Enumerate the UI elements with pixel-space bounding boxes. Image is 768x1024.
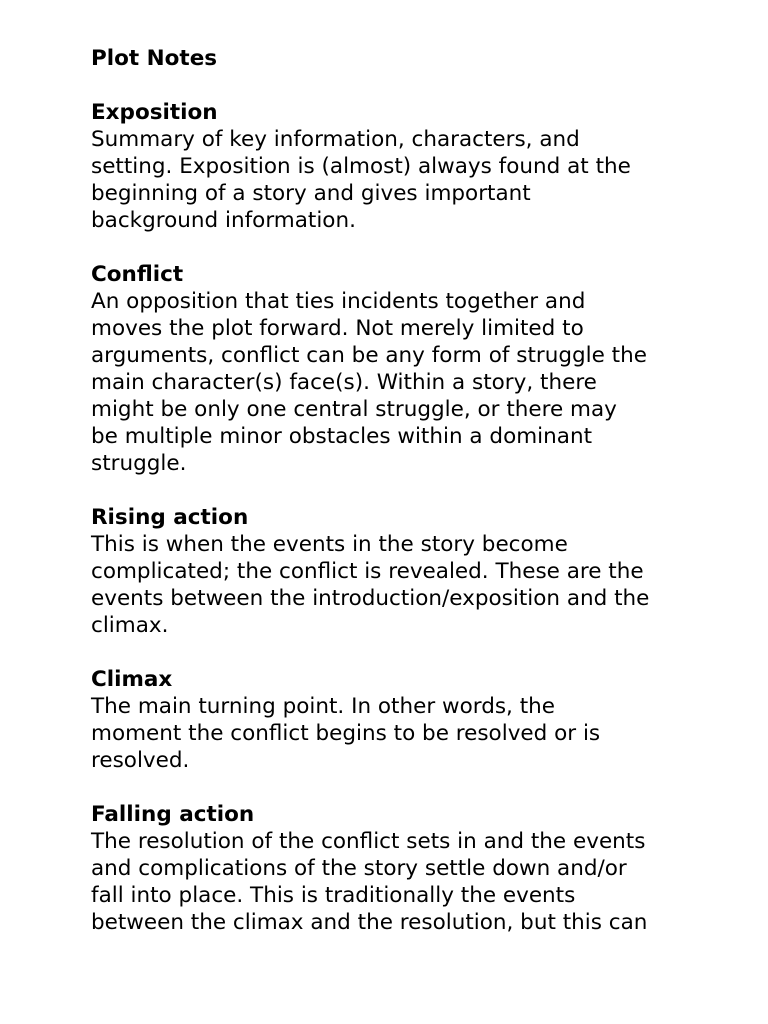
section-heading: Rising action (91, 505, 249, 530)
document-content (91, 45, 691, 963)
section-body: Summary of key information, characters, and setting. Exposition is (almost) always found at the beginning of a story and gives important background information. (91, 127, 631, 233)
section-body: This is when the events in the story become complicated; the conflict is revealed. These are the events between the introduction/exposition and the climax. (91, 532, 650, 638)
section-heading: Conflict (91, 262, 184, 287)
section-rising-action (91, 504, 691, 639)
section-heading: Exposition (91, 100, 218, 125)
section-heading: Climax (91, 667, 173, 692)
section-conflict (91, 261, 691, 477)
section-body: The main turning point. In other words, the moment the conflict begins to be resolved or is resolved. (91, 694, 601, 773)
section-falling-action (91, 801, 691, 936)
section-body: An opposition that ties incidents together and moves the plot forward. Not merely limited to arguments, conflict can be any form of struggle the main character(s) face(s). Within a story, there might be only one central struggle, or there may be multiple minor obstacles within a dominant struggle. (91, 289, 647, 476)
section-exposition (91, 99, 691, 234)
document-title: Plot Notes (91, 46, 218, 71)
section-body: The resolution of the conflict sets in and the events and complications of the story settle down and/or fall into place. This is traditionally the events between the climax and the resolution, but this can (91, 829, 648, 935)
section-heading: Falling action (91, 802, 255, 827)
section-climax (91, 666, 691, 774)
